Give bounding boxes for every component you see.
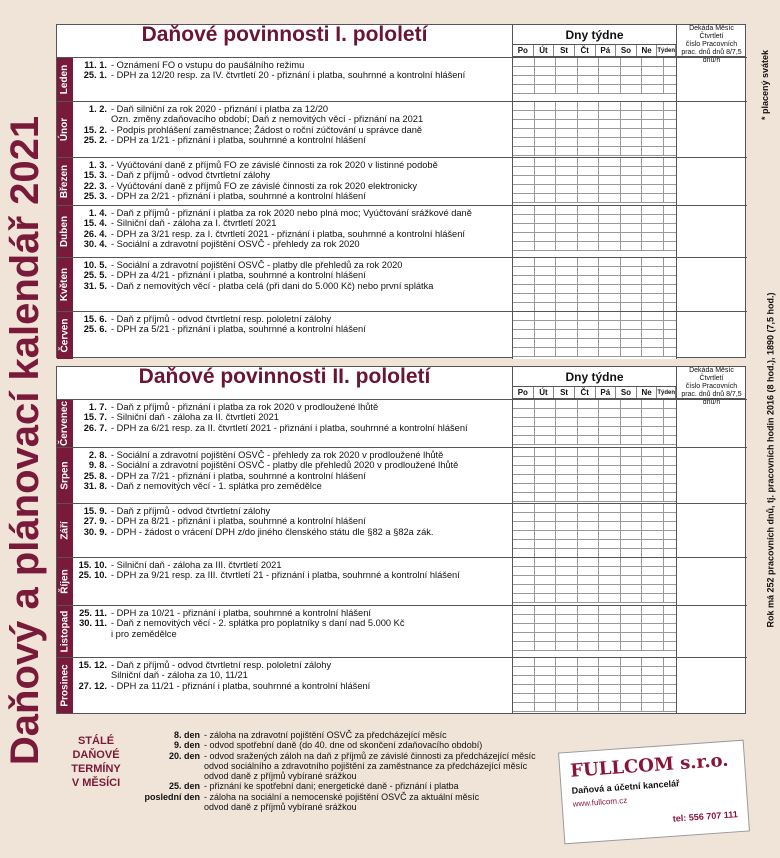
month-stats [676, 504, 746, 557]
deadline-item: 27. 12. - DPH za 11/21 - přiznání i platba, souhrnné a kontrolní hlášení [78, 680, 371, 691]
section-second-half [56, 366, 746, 714]
month-stats [676, 558, 746, 605]
deadline-item: 15. 2. - Podpis prohlášení zaměstnance; Žádost o roční zúčtování u správce daně [83, 124, 423, 135]
stats-header: Dekáda Měsíc Čtvrtletí číslo Pracovních prac. dnů dnů 8/7,5 dnů/h [676, 25, 746, 57]
month-row [57, 205, 747, 257]
month-row [57, 257, 747, 311]
month-calendar [512, 102, 676, 157]
deadline-item: 15. 3. - Daň z příjmů - odvod čtvrtletní zálohy [83, 170, 271, 181]
month-calendar [512, 606, 676, 657]
deadline-item: 26. 7. - DPH za 6/21 resp. za II. čtvrtletí 2021 - přiznání i platba, souhrnné a kontrolní hlášení [83, 422, 468, 433]
deadline-item: 15. 6. - Daň z příjmů - odvod čtvrtletní resp. pololetní zálohy [83, 314, 332, 324]
month-stats [676, 448, 746, 503]
deadline-item: 25. 11. - DPH za 10/21 - přiznání i platba, souhrnné a kontrolní hlášení [79, 608, 371, 618]
monthly-item: odvod daně z příjmů vybírané srážkou [204, 802, 357, 813]
month-stats [676, 158, 746, 205]
weekday-header: Po Út St Čt Pá So Ne Týden [512, 387, 676, 399]
deadline-item: Ozn. změny zdaňovacího období; Daň z nemovitých věcí - přiznání na 2021 [111, 114, 424, 125]
month-label: Únor [57, 102, 73, 157]
deadline-item: 15. 4. - Silniční daň - záloha za I. čtvrtletí 2021 [83, 218, 277, 229]
month-stats [676, 258, 746, 311]
deadline-item: 25. 8. - DPH za 7/21 - přiznání i platba, souhrnné a kontrolní hlášení [83, 470, 366, 481]
month-calendar [512, 558, 676, 605]
month-stats [676, 58, 746, 101]
month-row [57, 311, 747, 359]
month-row [57, 503, 747, 557]
page-title: Daňový a plánovací kalendář 2021 [3, 115, 48, 765]
month-calendar [512, 448, 676, 503]
deadline-item: 10. 5. - Sociální a zdravotní pojištění OSVČ - platby dle přehledů za rok 2020 [83, 260, 403, 270]
month-row [57, 605, 747, 657]
deadline-item: 25. 10. - DPH za 9/21 resp. za III. čtvrtletí 21 - přiznání i platba, souhrnné a kontrolní hlášení [78, 570, 460, 581]
deadline-item: 2. 8. - Sociální a zdravotní pojištění OSVČ - přehledy za rok 2020 v prodloužené lhůtě [88, 450, 444, 460]
deadline-item: 27. 9. - DPH za 8/21 - přiznání i platba, souhrnné a kontrolní hlášení [83, 516, 366, 527]
month-label: Listopad [57, 606, 73, 657]
month-row [57, 447, 747, 503]
deadline-item: 26. 4. - DPH za 3/21 resp. za I. čtvrtletí 2021 - přiznání i platba, souhrnné a kontrolní hlášení [83, 228, 465, 239]
deadline-item: 25. 2. - DPH za 1/21 - přiznání i platba, souhrnné a kontrolní hlášení [83, 134, 366, 145]
monthly-item: 8. den - záloha na zdravotní pojištění OSVČ za předcházející měsíc [173, 730, 447, 740]
monthly-title: STÁLÉ DAŇOVÉ TERMÍNY V MĚSÍCI [71, 735, 121, 789]
month-row [57, 101, 747, 157]
section-title: Daňové povinnosti II. pololetí [138, 365, 431, 388]
holiday-note: * placený svátek [760, 49, 771, 121]
month-label: Červen [57, 312, 73, 359]
monthly-list [136, 730, 556, 812]
month-row [57, 57, 747, 101]
year-note: Rok má 252 pracovních dnů, tj. pracovních hodin 2016 (8 hod.), 1890 (7,5 hod.) [766, 292, 776, 628]
month-calendar [512, 504, 676, 557]
deadline-item: 25. 6. - DPH za 5/21 - přiznání i platba, souhrnné a kontrolní hlášení [83, 324, 366, 335]
deadline-item: 1. 2. - Daň silniční za rok 2020 - přiznání i platba za 12/20 [88, 104, 329, 114]
deadline-item: 25. 5. - DPH za 4/21 - přiznání i platba, souhrnné a kontrolní hlášení [83, 270, 366, 281]
deadline-item: 25. 1. - DPH za 12/20 resp. za IV. čtvrtletí 20 - přiznání i platba, souhrnné a kontrolní hlášení [83, 70, 466, 81]
deadline-item: 9. 8. - Sociální a zdravotní pojištění OSVČ - platby dle přehledů 2020 v prodloužené lhůtě [88, 460, 459, 471]
month-calendar [512, 258, 676, 311]
weekday-header: Po Út St Čt Pá So Ne Týden [512, 45, 676, 57]
deadline-item: 15. 7. - Silniční daň - záloha za II. čtvrtletí 2021 [83, 412, 279, 423]
deadline-item: 22. 3. - Vyúčtování daně z příjmů FO ze závislé činnosti za rok 2020 elektronicky [83, 180, 418, 191]
deadline-item: Silniční daň - záloha za 10, 11/21 [111, 670, 248, 681]
month-calendar [512, 400, 676, 447]
month-label: Březen [57, 158, 73, 205]
section-first-half [56, 24, 746, 358]
deadline-item: 25. 3. - DPH za 2/21 - přiznání i platba, souhrnné a kontrolní hlášení [83, 190, 366, 201]
month-label: Říjen [57, 558, 73, 605]
deadline-item: 15. 9. - Daň z příjmů - odvod čtvrtletní zálohy [83, 506, 271, 516]
month-row [57, 557, 747, 605]
month-calendar [512, 312, 676, 359]
month-stats [676, 206, 746, 257]
deadline-item: 30. 11. - Daň z nemovitých věcí - 2. splátka pro poplatníky s daní nad 5.000 Kč [79, 618, 405, 629]
month-label: Leden [57, 58, 73, 101]
month-stats [676, 312, 746, 359]
monthly-item: 25. den - přiznání ke spotřební dani; energetické daně - přiznání i platba [168, 781, 459, 792]
deadline-item: 15. 12. - Daň z příjmů - odvod čtvrtletní resp. pololetní zálohy [78, 660, 332, 670]
month-row [57, 399, 747, 447]
deadline-item: i pro zemědělce [111, 628, 177, 639]
month-calendar [512, 58, 676, 101]
deadline-item: 30. 4. - Sociální a zdravotní pojištění OSVČ - přehledy za rok 2020 [83, 238, 360, 249]
deadline-item: 1. 7. - Daň z příjmů - přiznání i platba za rok 2020 v prodloužené lhůtě [88, 402, 379, 412]
monthly-item: poslední den - záloha na sociální a nemocenské pojištění OSVČ za aktuální měsíc [144, 791, 480, 802]
month-stats [676, 606, 746, 657]
monthly-item: 20. den - odvod sražených záloh na daň z příjmů ze závislé činnosti za předcházející měsíc [168, 750, 536, 761]
month-row [57, 657, 747, 713]
deadline-item: 31. 5. - Daň z nemovitých věcí - platba celá (při dani do 5.000 Kč) nebo první splátka [83, 280, 434, 291]
deadline-item: 31. 8. - Daň z nemovitých věcí - 1. splátka pro zemědělce [83, 480, 322, 491]
deadline-item: 11. 1. - Oznámení FO o vstupu do paušálního režimu [84, 60, 305, 70]
deadline-item: 1. 3. - Vyúčtování daně z příjmů FO ze závislé činnosti za rok 2020 v listinné podobě [88, 160, 438, 170]
section-title: Daňové povinnosti I. pololetí [141, 23, 428, 46]
month-stats [676, 102, 746, 157]
month-label: Prosinec [57, 658, 73, 713]
deadline-item: 1. 4. - Daň z příjmů - přiznání i platba za rok 2020 nebo plná moc; Vyúčtování srážkové daně [88, 208, 472, 218]
month-stats [676, 658, 746, 713]
month-label: Duben [57, 206, 73, 257]
company-logo: FULLCOM s.r.o. Daňová a účetní kancelář www.fullcom.cz tel: 556 707 111 [558, 740, 750, 845]
month-label: Srpen [57, 448, 73, 503]
monthly-item: odvod daně z příjmů vybírané srážkou [204, 771, 357, 782]
days-header: Dny týdne [512, 367, 676, 387]
month-label: Červenec [57, 400, 73, 447]
month-row [57, 157, 747, 205]
month-calendar [512, 206, 676, 257]
month-label: Září [57, 504, 73, 557]
deadline-item: 15. 10. - Silniční daň - záloha za III. čtvrtletí 2021 [78, 560, 282, 570]
days-header: Dny týdne [512, 25, 676, 45]
monthly-item: 9. den - odvod spotřební daně (do 40. dne od skončení zdaňovacího období) [173, 740, 483, 751]
deadline-item: 30. 9. - DPH - žádost o vrácení DPH z/do jiného členského státu dle §82 a §82a zák. [83, 526, 434, 537]
stats-header: Dekáda Měsíc Čtvrtletí číslo Pracovních prac. dnů dnů 8/7,5 dnů/h [676, 367, 746, 399]
month-calendar [512, 158, 676, 205]
month-calendar [512, 658, 676, 713]
month-stats [676, 400, 746, 447]
monthly-item: odvod sociálního a zdravotního pojištění za zaměstnance za předcházející měsíc [204, 760, 528, 771]
monthly-deadlines [56, 728, 746, 848]
month-label: Květen [57, 258, 73, 311]
